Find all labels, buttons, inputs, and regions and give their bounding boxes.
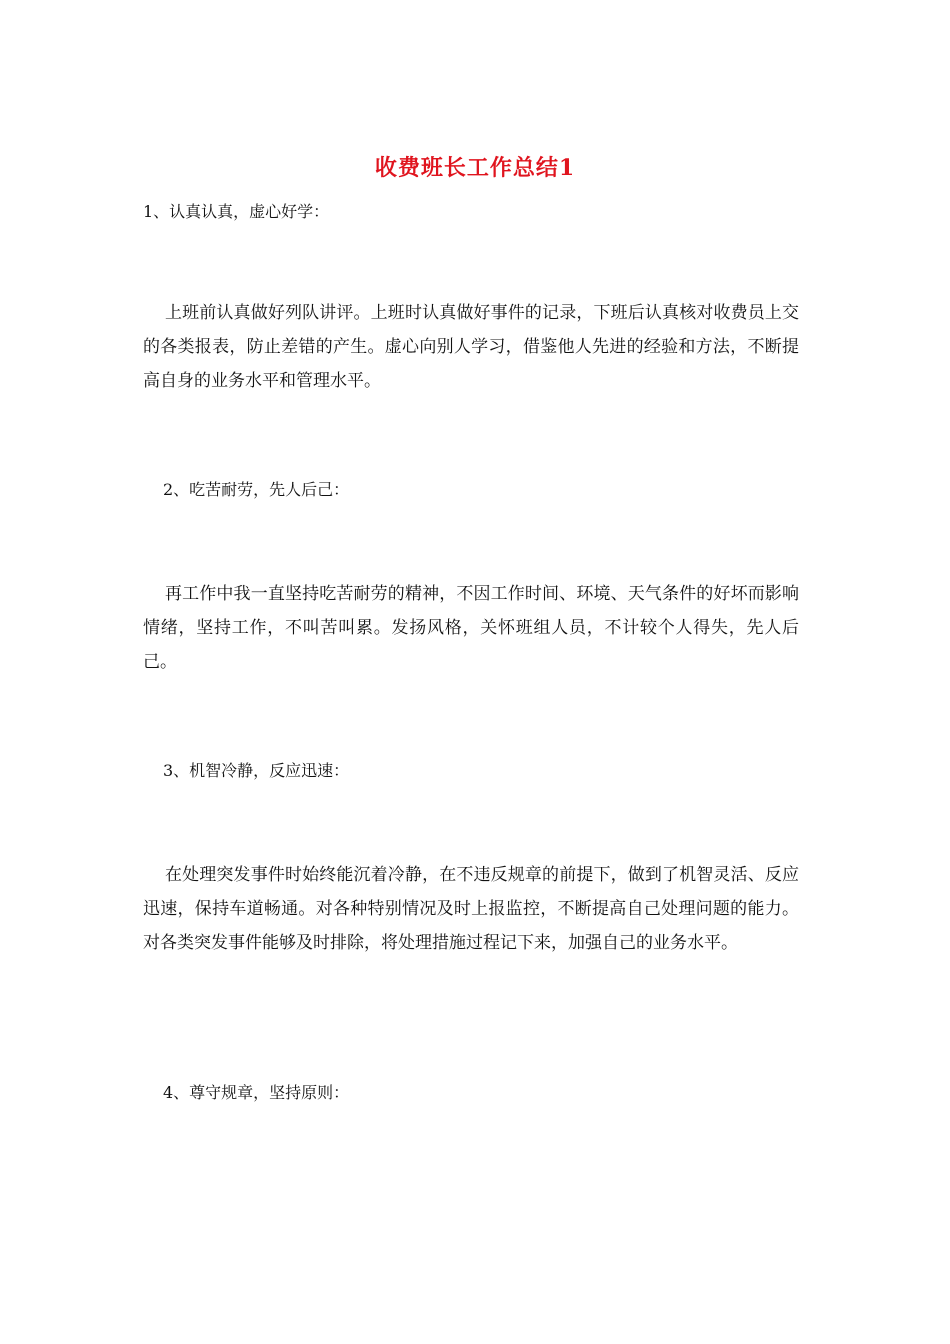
document-title: 收费班长工作总结1	[374, 155, 576, 181]
section-1-heading: 1、认真认真，虚心好学：	[143, 202, 330, 221]
section-3-body: 在处理突发事件时始终能沉着冷静，在不违反规章的前提下，做到了机智灵活、反应迅速，保持车道畅通。对各种特别情况及时上报监控，不断提高自己处理问题的能力。对各类突发事件能够及时排除，将处理措施过程记下来，加强自己的业务水平。	[143, 865, 799, 953]
section-2-body: 再工作中我一直坚持吃苦耐劳的精神，不因工作时间、环境、天气条件的好坏而影响情绪，坚持工作，不叫苦叫累。发扬风格，关怀班组人员，不计较个人得失，先人后己。	[143, 584, 799, 672]
section-1-body: 上班前认真做好列队讲评。上班时认真做好事件的记录，下班后认真核对收费员上交的各类报表，防止差错的产生。虚心向别人学习，借鉴他人先进的经验和方法，不断提高自身的业务水平和管理水平。	[143, 303, 799, 391]
section-2-heading: 2、吃苦耐劳，先人后己：	[163, 480, 350, 499]
section-4-heading: 4、尊守规章，坚持原则：	[163, 1083, 350, 1102]
section-3-heading: 3、机智冷静，反应迅速：	[163, 761, 350, 780]
